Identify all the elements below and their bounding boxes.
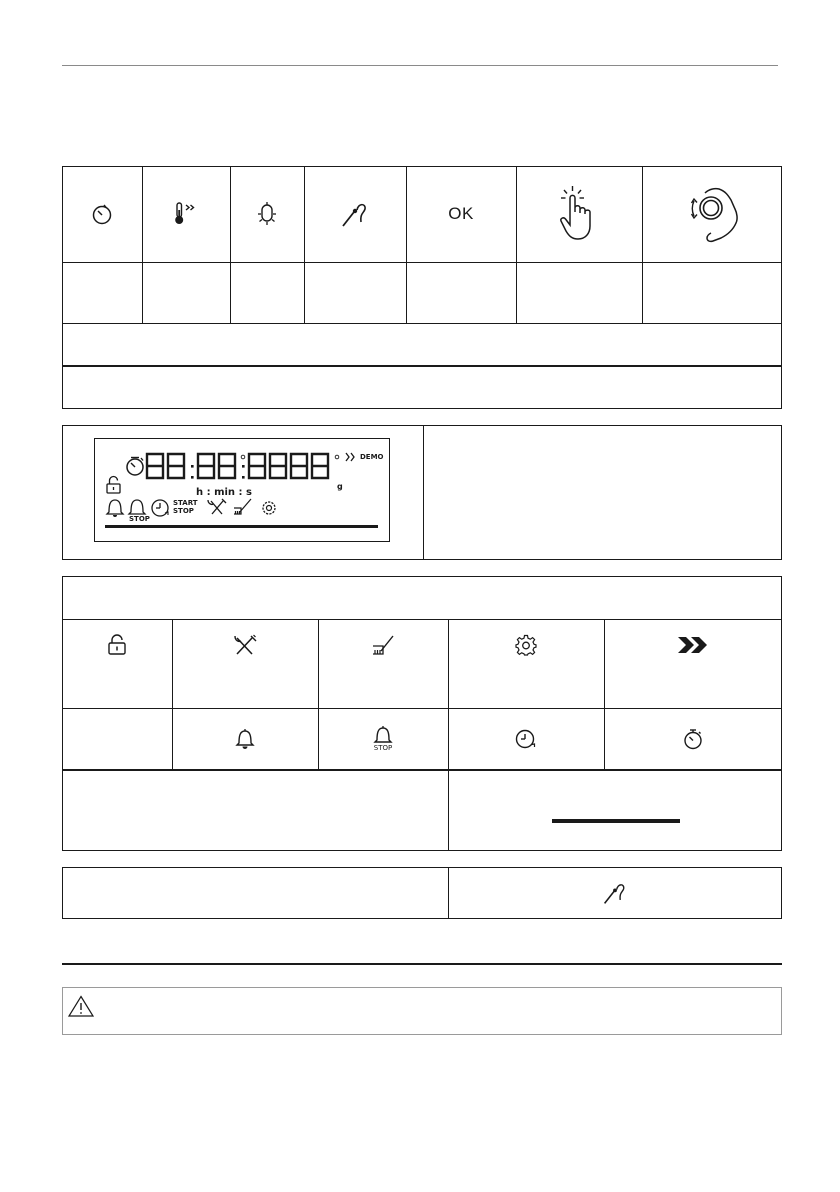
touch-icon: [557, 184, 601, 244]
display-digit: [249, 454, 265, 478]
section-rule: [62, 963, 782, 965]
brush-cell: [318, 630, 448, 660]
fast-forward-icon: [676, 635, 710, 655]
fast-forward-cell: [604, 630, 782, 660]
display-bell-stop-label: STOP: [129, 515, 150, 523]
lamp-cell: [230, 166, 304, 262]
end-clock-icon: [514, 728, 538, 750]
ok-cell: [406, 166, 516, 262]
display-hms-label: h : min : s: [196, 487, 252, 498]
food-sensor-row-cell: [448, 867, 782, 919]
display-digit: [198, 454, 214, 478]
display-stop-label: STOP: [173, 507, 194, 515]
display-bell-stop-icon: [129, 500, 145, 514]
fast-heat-up-cell: [142, 166, 230, 262]
display-start-label: START: [173, 499, 198, 507]
display-timer-icon: [127, 458, 143, 476]
gear-icon: [515, 634, 537, 656]
bell-icon: [235, 728, 255, 750]
timer-icon: [682, 728, 704, 750]
brush-icon: [372, 634, 394, 656]
display-fast-forward-icon: [346, 453, 354, 461]
knob-cell: [642, 166, 782, 262]
end-clock-cell: [448, 708, 604, 769]
timer-row-cell: [604, 708, 782, 769]
gear-cell: [448, 630, 604, 660]
display-gear-icon: [263, 502, 275, 514]
ok-icon: OK: [448, 204, 474, 223]
display-progress-bar: [105, 525, 378, 528]
warning-triangle-icon: [68, 995, 94, 1017]
knob-icon: [683, 183, 741, 245]
bell-stop-icon: [373, 725, 393, 744]
display-digits: [147, 454, 328, 478]
cutlery-icon: [233, 634, 257, 656]
bell-cell: [172, 708, 318, 769]
display-cutlery-icon: [208, 499, 226, 514]
display-digit: [168, 454, 184, 478]
bell-stop-label: STOP: [373, 744, 393, 752]
display-digit: [291, 454, 307, 478]
display-panel: [94, 438, 390, 542]
lamp-icon: [255, 202, 279, 226]
display-demo-label: DEMO: [360, 453, 384, 461]
food-sensor-cell: [304, 166, 406, 262]
timer-icon: [90, 202, 114, 226]
display-unit-g: g: [337, 482, 343, 491]
lock-cell: [62, 630, 172, 660]
display-lock-icon: [107, 477, 120, 494]
top-rule: [62, 65, 778, 66]
display-digit: [270, 454, 286, 478]
bell-stop-cell: [318, 708, 448, 769]
cutlery-cell: [172, 630, 318, 660]
touch-cell: [516, 166, 642, 262]
timer-cell: [62, 166, 142, 262]
display-end-clock-icon: [152, 500, 168, 516]
display-digit: [312, 454, 328, 478]
food-sensor-icon: [602, 880, 628, 906]
food-sensor-icon: [340, 200, 370, 228]
display-digit: [219, 454, 235, 478]
lock-icon: [107, 634, 127, 656]
display-bar-sample: [552, 819, 680, 823]
display-digit: [147, 454, 163, 478]
display-bell-icon: [107, 500, 123, 517]
warning-box: [62, 987, 782, 1035]
fast-heat-up-icon: [171, 201, 201, 227]
display-brush-icon: [234, 499, 251, 514]
